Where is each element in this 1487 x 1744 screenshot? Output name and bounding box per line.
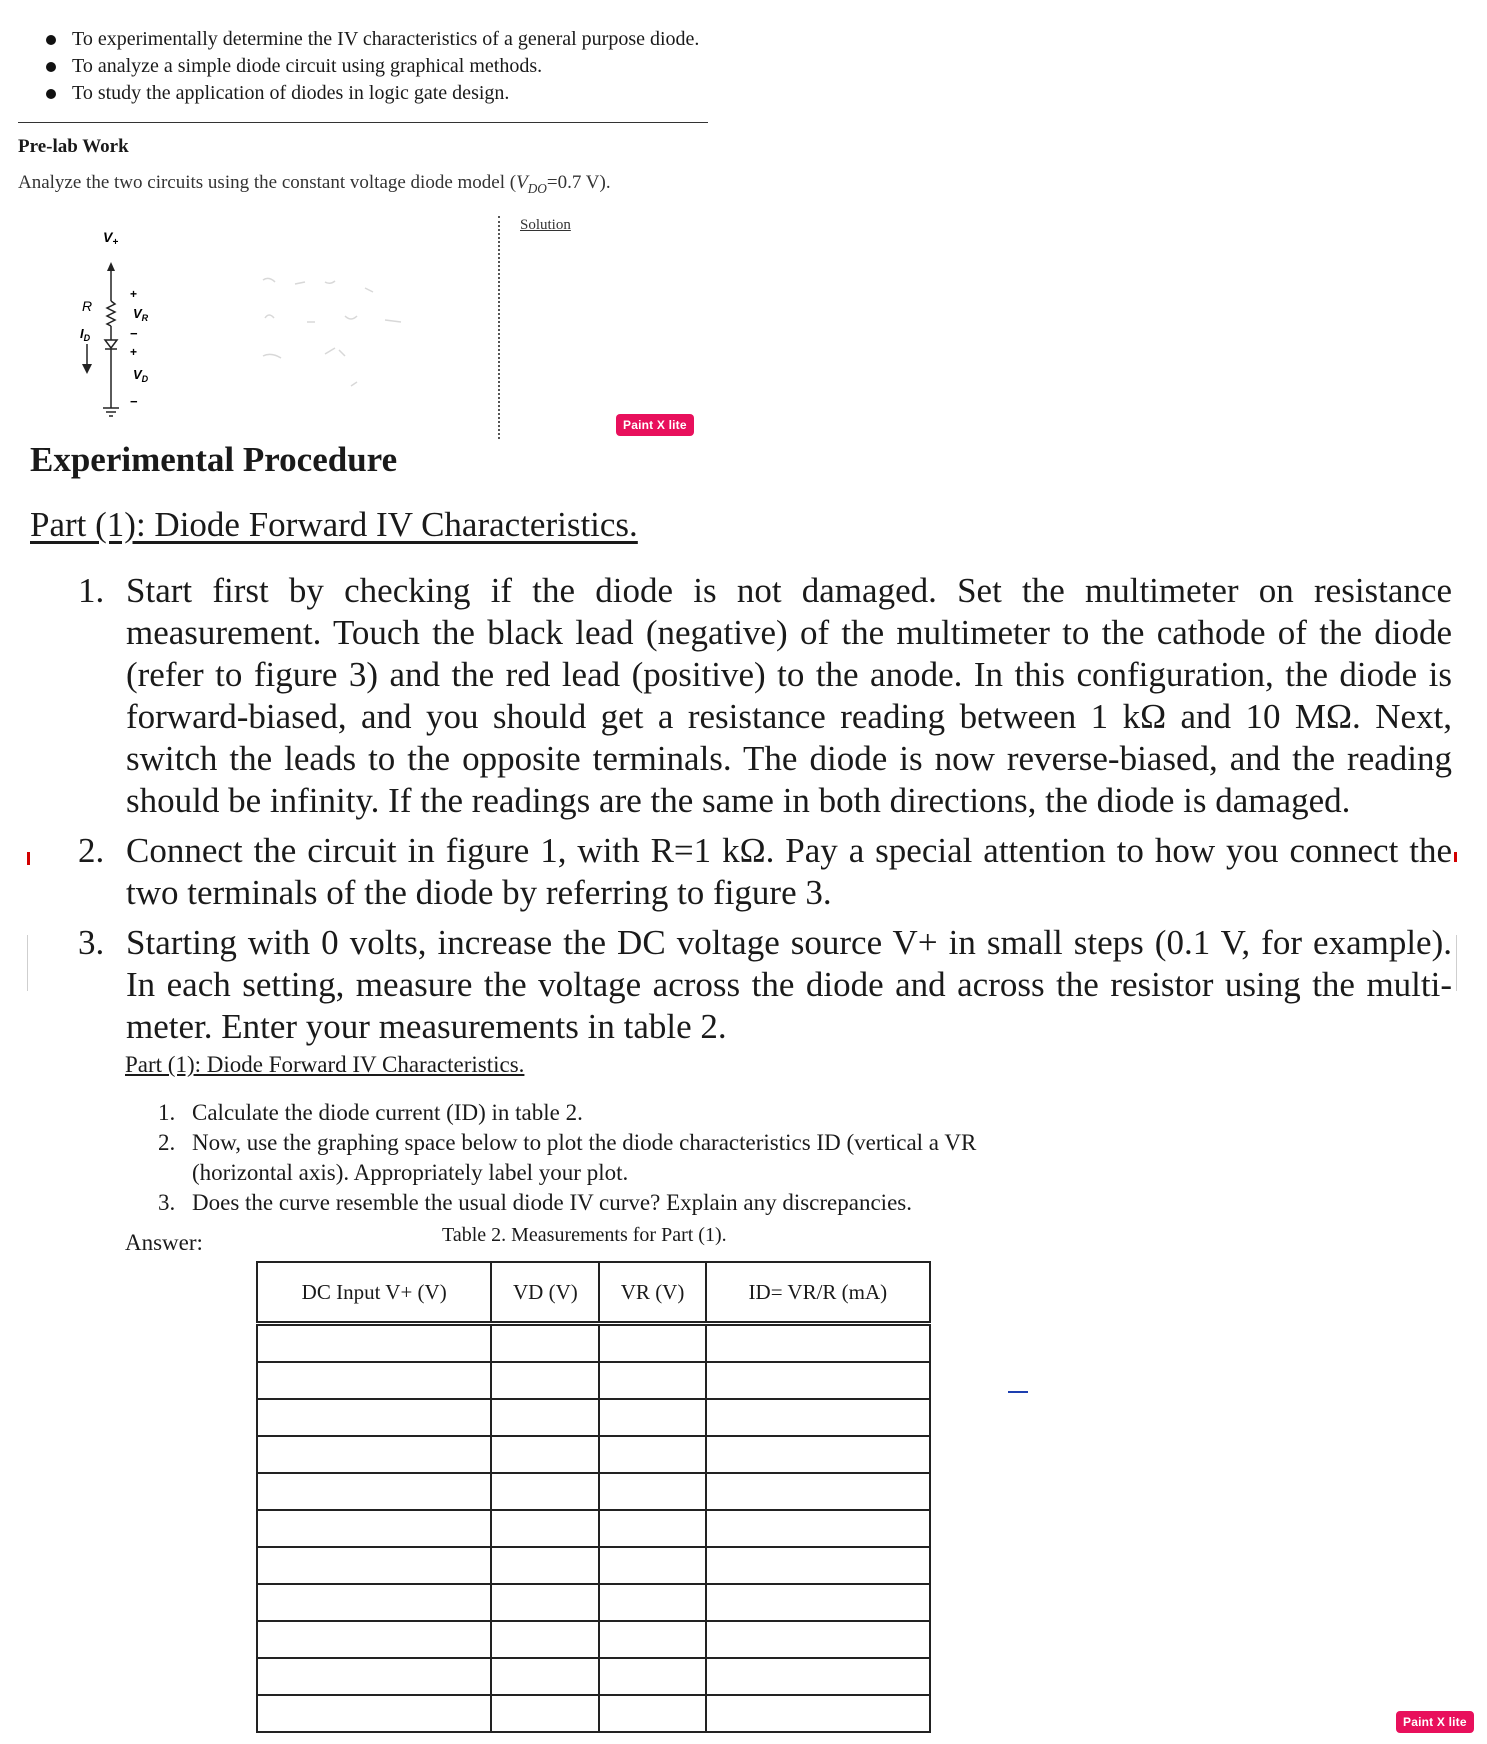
margin-line — [1456, 935, 1457, 991]
source-arrow — [107, 262, 115, 271]
table-cell[interactable] — [599, 1658, 705, 1695]
table-cell[interactable] — [706, 1695, 930, 1732]
table-cell[interactable] — [491, 1658, 599, 1695]
table-cell[interactable] — [257, 1658, 491, 1695]
table-cell[interactable] — [706, 1324, 930, 1363]
table-cell[interactable] — [706, 1436, 930, 1473]
table-row — [257, 1547, 930, 1584]
table-cell[interactable] — [491, 1473, 599, 1510]
table-row — [257, 1695, 930, 1732]
table-cell[interactable] — [599, 1547, 705, 1584]
paintx-watermark: Paint X lite — [1396, 1711, 1474, 1733]
diode-circuit-diagram — [60, 222, 180, 427]
table-cell[interactable] — [257, 1399, 491, 1436]
table-cell[interactable] — [599, 1399, 705, 1436]
objective-item: To experimentally determine the IV characteristics of a general purpose diode. — [40, 26, 699, 53]
svg-text:+: + — [130, 345, 138, 359]
table-cell[interactable] — [599, 1324, 705, 1363]
table-cell[interactable] — [706, 1510, 930, 1547]
column-header: ID= VR/R (mA) — [706, 1262, 930, 1324]
table-header-row — [257, 1262, 930, 1324]
answer-label: Answer: — [125, 1230, 203, 1255]
id-label: $I_D$ — [80, 326, 91, 343]
table-cell[interactable] — [706, 1399, 930, 1436]
diode-symbol — [105, 340, 117, 348]
table-cell[interactable] — [491, 1324, 599, 1363]
table-cell[interactable] — [706, 1658, 930, 1695]
table-cell[interactable] — [599, 1510, 705, 1547]
table-cell[interactable] — [491, 1399, 599, 1436]
objective-item: To study the application of diodes in logic gate design. — [40, 80, 699, 107]
vplus-label: $V_+$ — [103, 229, 119, 248]
analysis-part-title: Part (1): Diode Forward IV Characteristics. — [125, 1052, 525, 1077]
table-cell[interactable] — [257, 1621, 491, 1658]
table-row — [257, 1584, 930, 1621]
table-cell[interactable] — [257, 1584, 491, 1621]
prelab-heading: Pre-lab Work — [18, 136, 129, 157]
svg-text:−: − — [130, 394, 138, 409]
objective-item: To analyze a simple diode circuit using graphical methods. — [40, 53, 699, 80]
svg-text:+: + — [130, 287, 138, 301]
r-label: R — [82, 298, 93, 314]
table-cell[interactable] — [257, 1324, 491, 1363]
table-row — [257, 1473, 930, 1510]
table-cell[interactable] — [257, 1473, 491, 1510]
part1-title: Part (1): Diode Forward IV Characteristics. — [30, 505, 638, 544]
table-cell[interactable] — [257, 1510, 491, 1547]
table-row — [257, 1621, 930, 1658]
table-cell[interactable] — [706, 1584, 930, 1621]
table-cell[interactable] — [491, 1584, 599, 1621]
table-cell[interactable] — [706, 1473, 930, 1510]
paintx-watermark: Paint X lite — [616, 414, 694, 436]
red-margin-mark — [1454, 852, 1457, 862]
analysis-item: 1. Calculate the diode current (ID) in table 2. — [158, 1100, 583, 1125]
procedure-step: 1. Start first by checking if the diode is not damaged. Set the multimeter on resistance measurement. Touch the black lead (negative) of the multimeter to the cathode of the diode (refer to figure 3) and the red lead (positive) to the anode. In this configuration, the diode is forward-biased, and you should get a resistance reading between 1 kΩ and 10 MΩ. Next, switch the leads to the opposite terminals. The diode is now reverse-biased, and the reading should be infinity. If the readings are the same in both directions, the diode is damaged. — [78, 571, 1452, 820]
column-header: DC Input V+ (V) — [257, 1262, 491, 1324]
procedure-steps — [62, 570, 1452, 1056]
analysis-item: 3. Does the curve resemble the usual diode IV curve? Explain any discrepancies. — [158, 1190, 912, 1215]
procedure-step: 2. Connect the circuit in figure 1, with R=1 kΩ. Pay a special attention to how you connect the two terminals of the diode by referring to figure 3. — [78, 831, 1452, 912]
faint-scribbles — [255, 270, 455, 400]
table-cell[interactable] — [599, 1695, 705, 1732]
table-cell[interactable] — [599, 1362, 705, 1399]
section-divider — [18, 122, 708, 123]
margin-line — [27, 935, 28, 991]
table-caption: Table 2. Measurements for Part (1). — [442, 1224, 727, 1246]
prelab-instruction: Analyze the two circuits using the constant voltage diode model ($V_{DO}=0.7$ V). — [18, 172, 611, 196]
experimental-procedure-title: Experimental Procedure — [30, 440, 398, 479]
table-row — [257, 1658, 930, 1695]
table-cell[interactable] — [491, 1510, 599, 1547]
table-cell[interactable] — [706, 1621, 930, 1658]
table-cell[interactable] — [599, 1584, 705, 1621]
table-row — [257, 1399, 930, 1436]
table-cell[interactable] — [257, 1695, 491, 1732]
solution-link[interactable]: Solution — [520, 217, 571, 233]
analysis-items — [158, 1098, 1038, 1218]
column-header: VD (V) — [491, 1262, 599, 1324]
table-row — [257, 1436, 930, 1473]
table-row — [257, 1510, 930, 1547]
table-cell[interactable] — [706, 1547, 930, 1584]
table-row — [257, 1324, 930, 1363]
red-margin-mark — [27, 852, 30, 865]
table-cell[interactable] — [491, 1436, 599, 1473]
vd-label: $V_D$ — [133, 367, 149, 384]
objectives-list — [40, 26, 699, 107]
table-cell[interactable] — [257, 1362, 491, 1399]
table-row — [257, 1362, 930, 1399]
column-header: VR (V) — [599, 1262, 705, 1324]
table-cell[interactable] — [491, 1621, 599, 1658]
table-cell[interactable] — [257, 1547, 491, 1584]
table-cell[interactable] — [599, 1621, 705, 1658]
table-cell[interactable] — [257, 1436, 491, 1473]
svg-text:−: − — [130, 326, 138, 341]
table-cell[interactable] — [491, 1362, 599, 1399]
analysis-item: 2. Now, use the graphing space below to plot the diode characteristics ID (vertical a VR (horizontal axis). Appropriately label your plot. — [158, 1130, 977, 1185]
table-cell[interactable] — [599, 1436, 705, 1473]
resistor-symbol — [107, 301, 115, 326]
vr-label: $V_R$ — [133, 306, 149, 323]
stray-cursor-mark — [1008, 1391, 1028, 1393]
solution-divider — [498, 216, 500, 439]
table-cell[interactable] — [599, 1473, 705, 1510]
table-cell[interactable] — [706, 1362, 930, 1399]
table-cell[interactable] — [491, 1695, 599, 1732]
table-cell[interactable] — [491, 1547, 599, 1584]
measurements-table — [256, 1261, 931, 1733]
procedure-step: 3. Starting with 0 volts, increase the DC voltage source V+ in small steps (0.1 V, for example). In each setting, measure the voltage across the diode and across the resistor using the multi-meter. Enter your measurements in table 2. — [78, 923, 1452, 1046]
